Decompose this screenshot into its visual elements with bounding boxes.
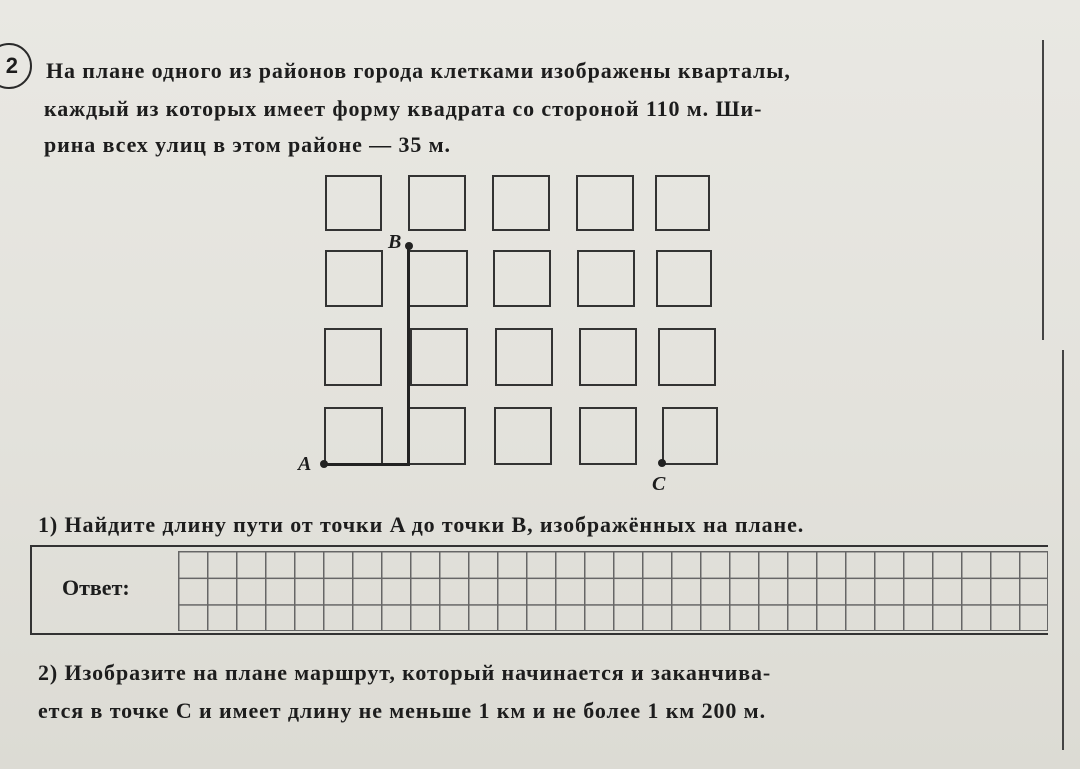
city-block xyxy=(493,250,551,307)
question-1: 1) Найдите длину пути от точки A до точки B, изображённых на плане. xyxy=(38,512,805,537)
city-block xyxy=(579,407,637,465)
margin-line xyxy=(1042,40,1044,340)
city-block xyxy=(325,250,383,307)
margin-line xyxy=(1062,350,1064,750)
route-segment-horizontal xyxy=(325,463,408,466)
route-segment-vertical xyxy=(407,245,410,466)
city-block xyxy=(408,175,466,231)
city-block xyxy=(492,175,550,231)
point-b xyxy=(405,242,413,250)
task-text-line-3: рина всех улиц в этом районе — 35 м. xyxy=(44,132,451,157)
city-block xyxy=(324,328,382,386)
question-2-line-2: ется в точке C и имеет длину не меньше 1 км и не более 1 км 200 м. xyxy=(38,698,766,723)
city-block xyxy=(577,250,635,307)
city-block xyxy=(658,328,716,386)
point-a xyxy=(320,460,328,468)
city-block xyxy=(662,407,718,465)
point-c xyxy=(658,459,666,467)
city-block xyxy=(495,328,553,386)
answer-box xyxy=(30,545,1048,635)
city-block xyxy=(324,407,383,465)
city-block xyxy=(408,407,466,465)
city-block xyxy=(579,328,637,386)
city-block xyxy=(408,250,468,307)
task-text-line-2: каждый из которых имеет форму квадрата со стороной 110 м. Ши- xyxy=(44,96,763,121)
task-number-badge: 2 xyxy=(0,43,32,89)
city-block xyxy=(576,175,634,231)
label-b: B xyxy=(388,231,402,253)
city-block xyxy=(655,175,710,231)
label-c: C xyxy=(652,473,666,495)
question-2-line-1: 2) Изобразите на плане маршрут, который начинается и заканчива- xyxy=(38,660,772,685)
city-block xyxy=(656,250,712,307)
task-text-line-1: На плане одного из районов города клетками изображены кварталы, xyxy=(46,58,791,83)
district-plan xyxy=(290,165,750,500)
answer-grid[interactable] xyxy=(178,551,1048,631)
city-block xyxy=(494,407,552,465)
answer-label: Ответ: xyxy=(62,575,130,600)
city-block xyxy=(325,175,382,231)
city-block xyxy=(410,328,468,386)
label-a: A xyxy=(298,453,312,475)
